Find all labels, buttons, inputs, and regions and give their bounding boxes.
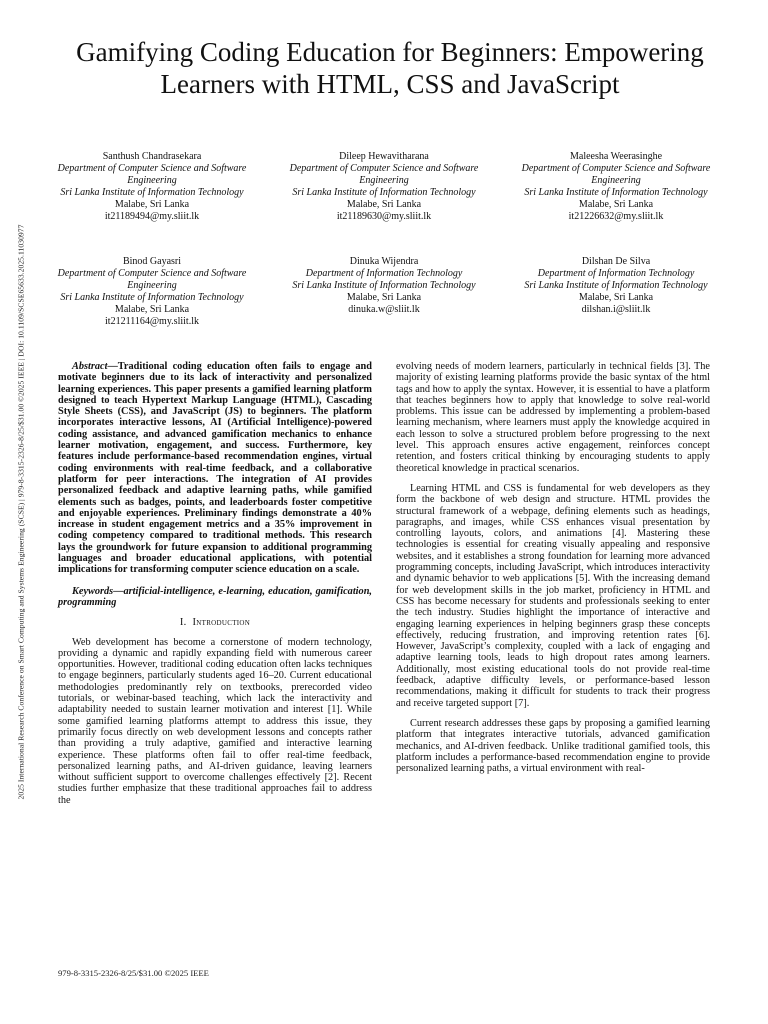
author-department: Department of Information Technology — [305, 268, 463, 279]
author-email: it21189494@my.sliit.lk — [104, 211, 200, 222]
author-location: Malabe, Sri Lanka — [114, 199, 190, 210]
author-location: Malabe, Sri Lanka — [114, 304, 190, 315]
body-paragraph: Learning HTML and CSS is fundamental for web developers as they form the backbone of web design and structure. HTML provides the structural framework of a webpage, defining elements such as headings, paragraphs, and images, while CSS enhances visual presentation by controlling layouts, colors, and animations [4]. Mastering these technologies is essential for creating visually appealing and responsive websites, and it establishes a strong foundation for learning more advanced programming concepts, including JavaScript, which introduces interactivity and dynamic behavior to web applications [5]. With the increasing demand for web development skills in the job market, proficiency in HTML and CSS has become necessary for students and professionals seeking to enter the tech industry. Studies highlight the importance of interactive and engaging learning experiences in helping beginners grasp these concepts effectively, reducing frustration, and improving retention rates [6]. However, JavaScript’s complexity, coupled with a lack of engaging and adaptive learning tools, leads to high dropout rates among learners. Additionally, most existing educational tools do not provide real-time feedback, adaptive difficulty levels, or performance-based lesson recommendations, making it difficult for students to track their progress and receive targeted support [7]. — [396, 482, 710, 709]
abstract — [58, 361, 372, 576]
author-department: Department of Computer Science and Software Engineering — [57, 163, 247, 186]
left-column — [58, 361, 372, 815]
author-institution: Sri Lanka Institute of Information Technology — [524, 280, 708, 291]
section-title: Introduction — [192, 617, 251, 629]
author-department: Department of Information Technology — [537, 268, 695, 279]
body-paragraph: Current research addresses these gaps by proposing a gamified learning platform that integrates interactive tutorials, advanced gamification mechanics, and AI-driven feedback. Unlike traditional gamified tools, this platform includes a performance-based recommendation engine to provide personalized learning paths, a virtual environment with real- — [396, 717, 710, 775]
author-email: it21189630@my.sliit.lk — [336, 211, 432, 222]
author-block-1 — [52, 151, 252, 223]
section-number: I. — [179, 617, 187, 629]
author-block-3 — [516, 151, 716, 223]
section-heading-introduction — [58, 617, 372, 628]
body-paragraph: Web development has become a cornerstone of modern technology, providing a dynamic and rapidly expanding field with numerous career opportunities. However, traditional coding education often lacks techniques to engage beginners, particularly students aged 16–20. Current educational methodologies predominantly rely on textbooks, prerecorded video tutorials, or webinar-based teaching, which lack the interactivity and adaptability needed to sustain learner motivation and interest [1]. While some gamified learning platforms attempt to address this issue, they primarily focus directly on web development lessons and concepts rather than providing a truly adaptive, gamified and interactive learning experience. These platforms often fail to offer real-time feedback, personalized learning paths, and AI-driven guidance, leaving learners without sufficient support to overcome challenges effectively [2]. Recent studies further emphasize that these traditional approaches fail to address the — [58, 636, 372, 806]
author-location: Malabe, Sri Lanka — [346, 292, 422, 303]
author-block-6 — [516, 256, 716, 316]
keywords-label: Keywords — [72, 585, 114, 597]
author-location: Malabe, Sri Lanka — [578, 292, 654, 303]
author-location: Malabe, Sri Lanka — [346, 199, 422, 210]
author-block-5 — [284, 256, 484, 316]
author-name: Santhush Chandrasekara — [102, 151, 202, 162]
keywords — [58, 586, 372, 609]
side-citation-note — [8, 0, 32, 1024]
author-name: Dinuka Wijendra — [349, 256, 419, 267]
right-column — [396, 361, 710, 783]
paper-title: Gamifying Coding Education for Beginners: Empowering Learners with HTML, CSS and JavaScript — [76, 37, 704, 99]
author-location: Malabe, Sri Lanka — [578, 199, 654, 210]
author-email: it21211164@my.sliit.lk — [105, 316, 199, 327]
author-email: it21226632@my.sliit.lk — [568, 211, 664, 222]
abstract-text: —Traditional coding education often fails to engage and motivate beginners due to its lack of interactivity and personalized learning experiences. This paper presents a gamified learning platform designed to teach Hypertext Markup Language (HTML), Cascading Style Sheets (CSS), and JavaScript (JS) to beginners. The platform incorporates interactive lessons, AI (Artificial Intelligence)-powered coding assistance, and advanced gamification mechanics to enhance learner motivation, engagement, and success. Furthermore, key features include performance-based recommendation engines, virtual coding environments with real-time feedback, and a collaborative platform for peer interactions. The integration of AI provides personalized feedback and adaptive learning paths, while gamified elements such as badges, points, and leaderboards foster competitive and enjoyable experiences. Preliminary findings demonstrate a 40% increase in student engagement metrics and a 35% improvement in coding competency compared to traditional methods. This research lays the groundwork for future expansion to additional programming languages and broader educational applications, with potential implications for transforming computer science education on a scale. — [58, 361, 372, 576]
author-department: Department of Computer Science and Software Engineering — [521, 163, 711, 186]
author-block-2 — [284, 151, 484, 223]
abstract-label: Abstract — [72, 361, 108, 372]
author-block-4 — [52, 256, 252, 328]
author-name: Maleesha Weerasinghe — [569, 151, 663, 162]
side-citation-text: 2025 International Research Conference on Smart Computing and Systems Engineering (SCSE) | 979-8-3315-2326-8/25/$31.00 ©2025 IEEE | DOI: 10.1109/SCSE65633.2025.11030977 — [16, 224, 26, 800]
author-institution: Sri Lanka Institute of Information Technology — [524, 187, 708, 198]
author-name: Dilshan De Silva — [581, 256, 651, 267]
author-department: Department of Computer Science and Software Engineering — [289, 163, 479, 186]
author-institution: Sri Lanka Institute of Information Technology — [292, 187, 476, 198]
body-paragraph: evolving needs of modern learners, particularly in technical fields [3]. The majority of existing learning platforms provide the basic syntax of the html tags and how to apply the syntax. However, it is essential to have a platform that teaches beginners how to apply that knowledge to solve real-world problems. This issue can be addressed by implementing a problem-based learning mechanism, where learners must apply the knowledge acquired in each lesson to solve a structured problem before progressing to the next level. This approach ensures active engagement, reinforces concept retention, and fosters critical thinking by encouraging students to apply theoretical knowledge in practical scenarios. — [396, 361, 710, 474]
author-department: Department of Computer Science and Software Engineering — [57, 268, 247, 291]
page-footer: 979-8-3315-2326-8/25/$31.00 ©2025 IEEE — [58, 968, 209, 978]
author-email: dinuka.w@sliit.lk — [348, 304, 420, 315]
author-name: Binod Gayasri — [122, 256, 182, 267]
author-email: dilshan.i@sliit.lk — [581, 304, 651, 315]
author-institution: Sri Lanka Institute of Information Technology — [292, 280, 476, 291]
keywords-text: —artificial-intelligence, e-learning, education, gamification, programming — [58, 585, 372, 608]
author-institution: Sri Lanka Institute of Information Technology — [60, 187, 244, 198]
author-institution: Sri Lanka Institute of Information Technology — [60, 292, 244, 303]
author-name: Dileep Hewavitharana — [339, 151, 429, 162]
